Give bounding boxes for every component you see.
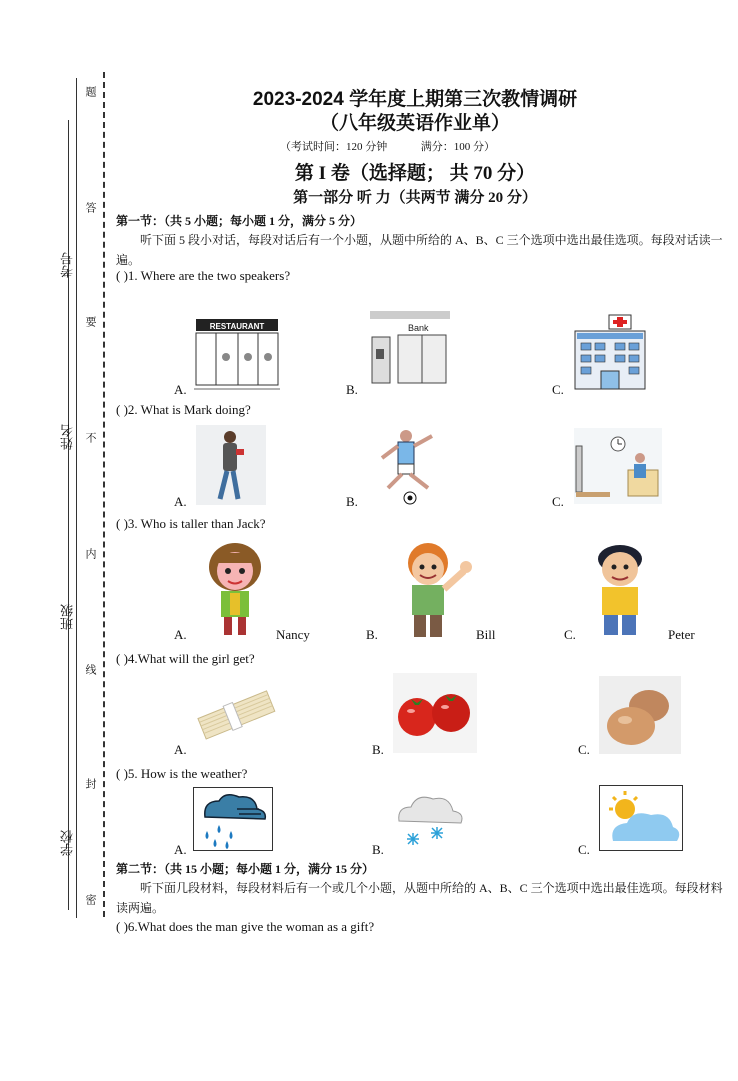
peter-image bbox=[584, 541, 656, 639]
tomatoes-image bbox=[393, 673, 477, 753]
seal-char: 答 bbox=[84, 202, 96, 213]
seal-char: 封 bbox=[84, 778, 96, 789]
seal-char: 要 bbox=[84, 316, 96, 327]
q3-name-bill: Bill bbox=[476, 627, 496, 642]
q3-name-peter: Peter bbox=[668, 627, 695, 642]
volume-title: 第 I 卷（选择题； 共 70 分） bbox=[294, 163, 536, 184]
question-4: ( )4.What will the girl get? bbox=[116, 651, 255, 666]
q1-option-a: A. bbox=[174, 382, 187, 397]
q1-option-b: B. bbox=[346, 382, 358, 397]
q4-option-b: B. bbox=[372, 742, 384, 757]
class-label: 班级 bbox=[60, 604, 75, 630]
seal-char: 题 bbox=[84, 86, 96, 97]
q3-option-b: B. bbox=[366, 627, 378, 642]
watching-tv-image bbox=[574, 428, 662, 504]
seal-char: 不 bbox=[84, 432, 96, 443]
page-subtitle: （八年级英语作业单） bbox=[319, 113, 510, 134]
question-1: ( )1. Where are the two speakers? bbox=[116, 268, 291, 283]
section2-instruction: 听下面几段材料，每段材料后有一个或几个小题，从题中所给的 A、B、C 三个选项中选出最佳选项。每段材料读两遍。 bbox=[116, 881, 723, 915]
q1-option-c: C. bbox=[552, 382, 564, 397]
q2-option-c: C. bbox=[552, 494, 564, 509]
noodles-image bbox=[193, 680, 279, 748]
bank-image bbox=[368, 307, 452, 385]
hospital-image bbox=[573, 313, 647, 391]
exam-time: （考试时间：120 分钟 bbox=[280, 141, 388, 153]
binding-line-inner bbox=[68, 120, 69, 910]
svg-text:RESTAURANT: RESTAURANT bbox=[209, 322, 265, 331]
playing-soccer-image bbox=[372, 428, 438, 506]
question-6: ( )6.What does the man give the woman as a gift? bbox=[116, 919, 375, 934]
question-3: ( )3. Who is taller than Jack? bbox=[116, 516, 266, 531]
question-2: ( )2. What is Mark doing? bbox=[116, 402, 251, 417]
name-label: 姓名 bbox=[60, 424, 75, 450]
exam-number-label: 考号 bbox=[60, 252, 75, 278]
school-label: 学校 bbox=[60, 830, 75, 856]
q3-option-a: A. bbox=[174, 627, 187, 642]
seal-char: 线 bbox=[84, 664, 96, 675]
question-5: ( )5. How is the weather? bbox=[116, 766, 248, 781]
seal-char: 密 bbox=[84, 894, 96, 905]
seal-char: 内 bbox=[84, 548, 96, 559]
page-title: 2023-2024 学年度上期第三次教情调研 bbox=[252, 89, 578, 110]
section2-heading: 第二节：（共 15 小题；每小题 1 分，满分 15 分） bbox=[116, 862, 375, 876]
section1-instruction: 听下面 5 段小对话，每段对话后有一个小题，从题中所给的 A、B、C 三个选项中选出最佳选项。每段对话读一遍。 bbox=[116, 233, 723, 267]
snowy-icon bbox=[393, 787, 467, 855]
q4-option-a: A. bbox=[174, 742, 187, 757]
sunny-cloudy-icon bbox=[599, 785, 683, 851]
q5-option-c: C. bbox=[578, 842, 590, 857]
bill-image bbox=[398, 541, 474, 639]
rainy-icon bbox=[193, 787, 273, 851]
q4-option-c: C. bbox=[578, 742, 590, 757]
eggs-image bbox=[599, 676, 681, 754]
q2-option-b: B. bbox=[346, 494, 358, 509]
nancy-image bbox=[204, 541, 266, 637]
q5-option-b: B. bbox=[372, 842, 384, 857]
exam-meta bbox=[280, 138, 495, 154]
walking-reading-image bbox=[196, 425, 266, 505]
q3-option-c: C. bbox=[564, 627, 576, 642]
part-title: 第一部分 听 力（共两节 满分 20 分） bbox=[293, 190, 537, 206]
q2-option-a: A. bbox=[174, 494, 187, 509]
q3-name-nancy: Nancy bbox=[276, 627, 310, 642]
q5-option-a: A. bbox=[174, 842, 187, 857]
section1-heading: 第一节：（共 5 小题；每小题 1 分，满分 5 分） bbox=[116, 214, 363, 228]
svg-text:Bank: Bank bbox=[408, 323, 429, 333]
full-marks: 满分：100 分） bbox=[420, 141, 495, 153]
restaurant-image bbox=[194, 305, 280, 393]
